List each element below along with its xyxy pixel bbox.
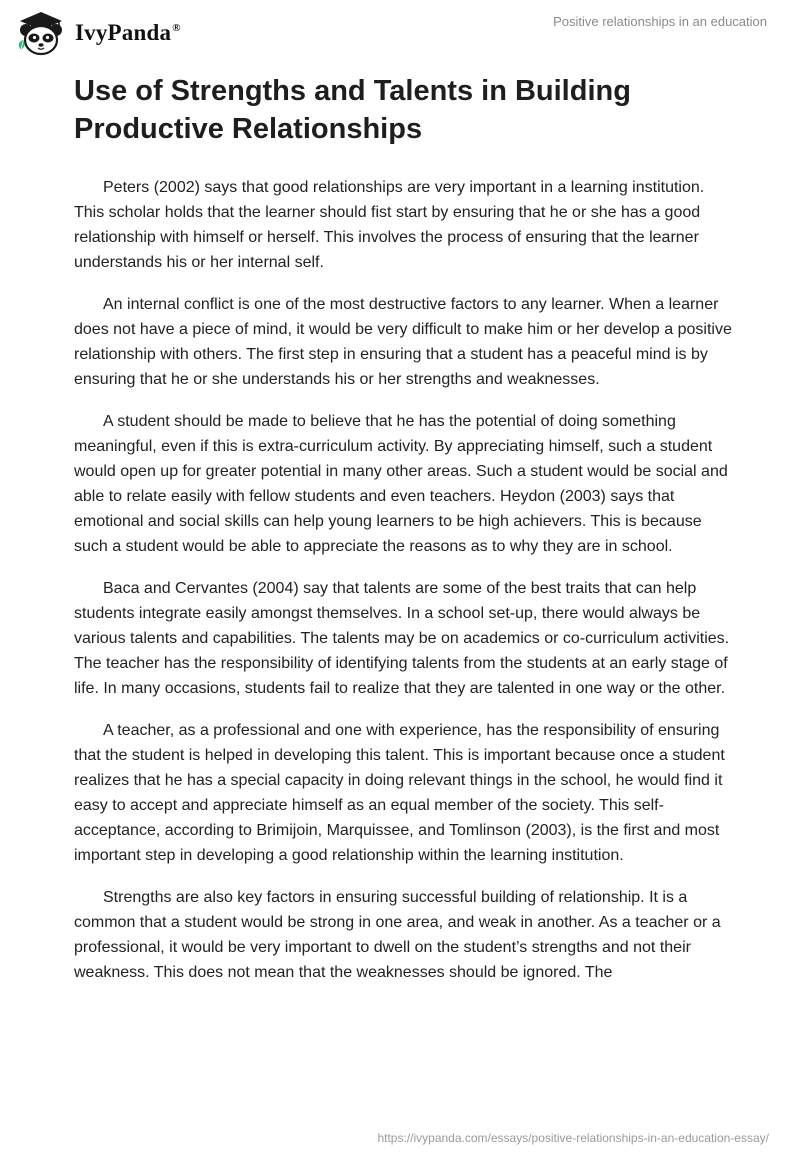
paragraph: A teacher, as a professional and one with experience, has the responsibility of ensuring that the student is helped in developing this talent. This is important because once a student realizes that he has a special capacity in doing relevant things in the school, he would find it easy to accept and appreciate himself as an equal member of the society. This self-acceptance, according to Brimijoin, Marquissee, and Tomlinson (2003), is the first and most important step in developing a good relationship within the learning institution.: [74, 722, 725, 864]
document-header-title: Positive relationships in an education: [553, 14, 767, 29]
brand-name: IvyPanda®: [75, 20, 181, 45]
paragraph: Peters (2002) says that good relationships are very important in a learning institution. This scholar holds that the learner should fist start by ensuring that he or she has a good relationship with himself or herself. This involves the process of ensuring that the learner understands his or her internal self.: [74, 179, 705, 271]
source-url-link[interactable]: https://ivypanda.com/essays/positive-relationships-in-an-education-essay/: [377, 1131, 769, 1145]
panda-logo-icon: [14, 10, 68, 56]
paragraph: A student should be made to believe that he has the potential of doing something meaningful, even if this is extra-curriculum activity. By appreciating himself, such a student would open up for greater potential in many other areas. Such a student would be social and able to relate easily with fellow students and even teachers. Heydon (2003) says that emotional and social skills can help young learners to be high achievers. This is because such a student would be able to appreciate the reasons as to why they are in school.: [74, 413, 728, 555]
paragraph: Strengths are also key factors in ensuring successful building of relationship. It is a common that a student would be strong in one area, and weak in another. As a teacher or a professional, it would be very important to dwell on the student’s strengths and not their weakness. This does not mean that the weaknesses should be ignored. The: [74, 889, 721, 981]
registered-mark: ®: [172, 22, 181, 34]
essay-content: [74, 72, 734, 1002]
paragraph: An internal conflict is one of the most destructive factors to any learner. When a learner does not have a piece of mind, it would be very difficult to make him or her develop a positive relationship with others. The first step in ensuring that a student has a peaceful mind is by ensuring that he or she understands his or her strengths and weaknesses.: [74, 296, 732, 388]
brand-logo[interactable]: [14, 10, 181, 56]
paragraph: Baca and Cervantes (2004) say that talents are some of the best traits that can help students integrate easily amongst themselves. In a school set-up, there would always be various talents and capabilities. The talents may be on academics or co-curriculum activities. The teacher has the responsibility of identifying talents from the students at an early stage of life. In many occasions, students fail to realize that they are talented in one way or the other.: [74, 580, 730, 697]
article-title: Use of Strengths and Talents in Building Productive Relationships: [74, 75, 631, 145]
